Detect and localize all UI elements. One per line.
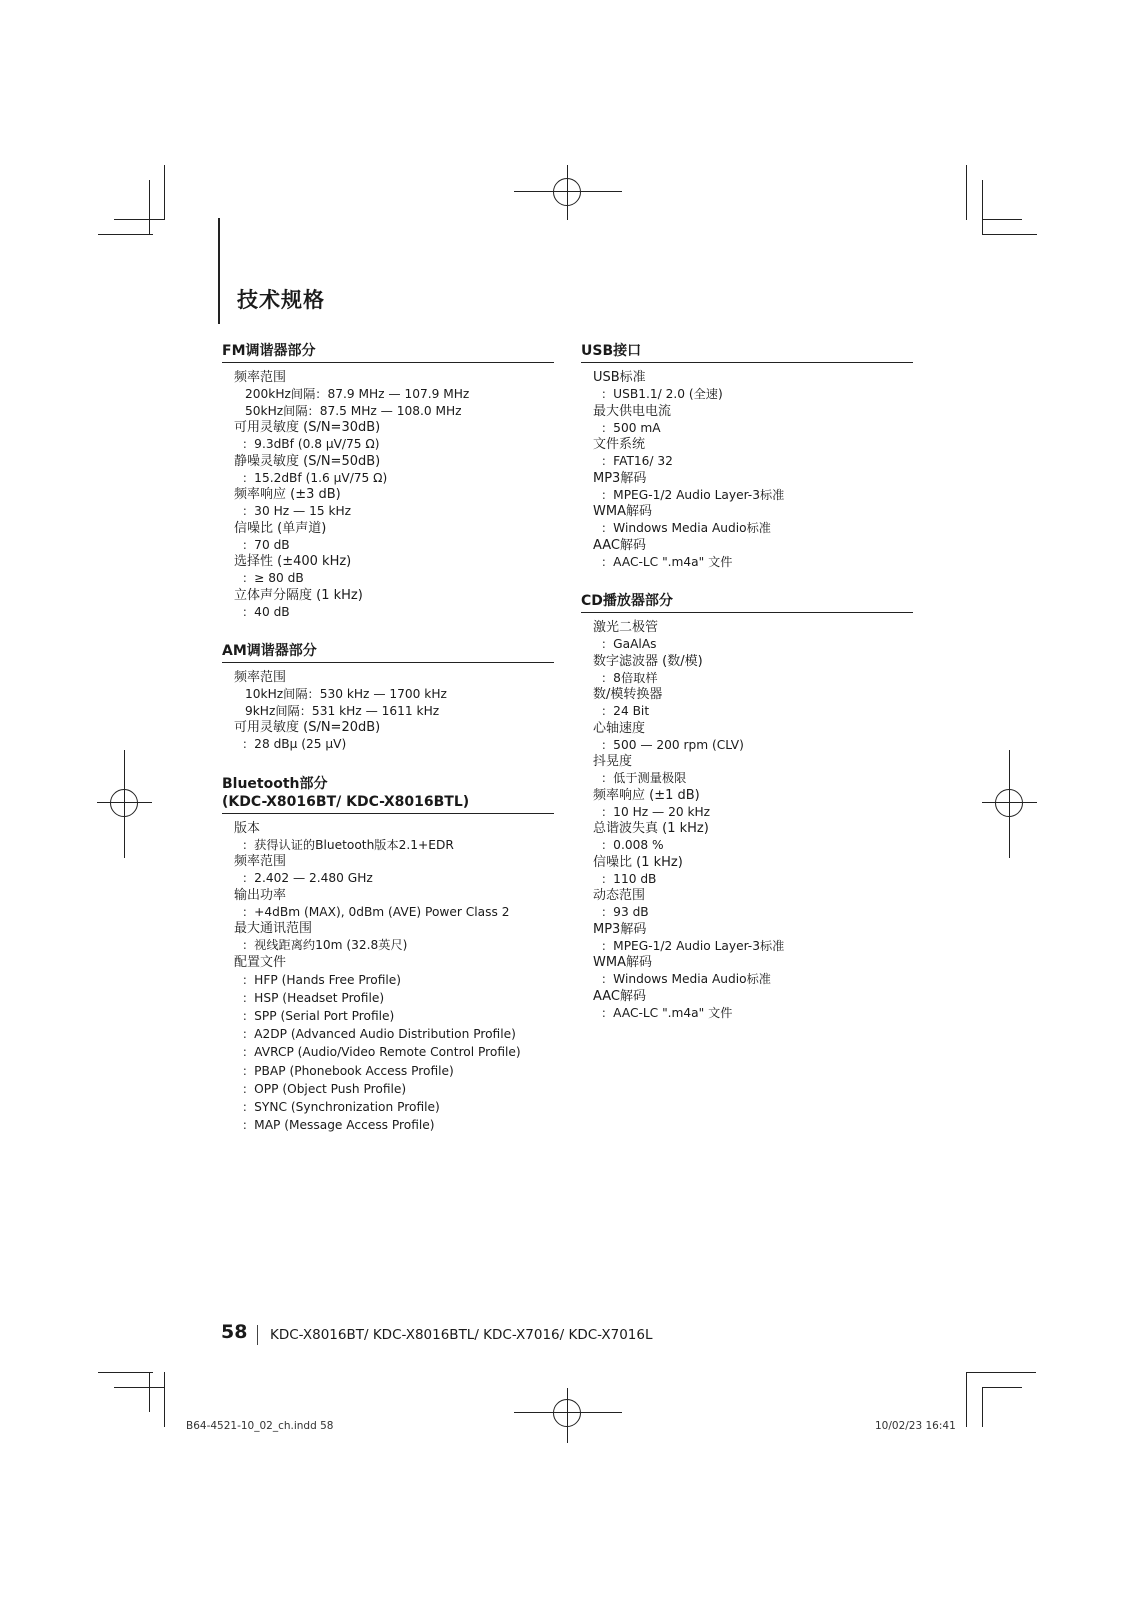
spec-value: ：AAC-LC ".m4a" 文件 [601,1005,733,1020]
spec-item [222,520,554,554]
spec-value: ：AAC-LC ".m4a" 文件 [601,554,733,569]
spec-value: ：FAT16/ 32 [601,454,673,468]
spec-value: 10kHz间隔：530 kHz — 1700 kHz [245,687,447,701]
spec-label: 动态范围 [593,888,646,903]
spec-section [222,642,554,753]
spec-section [222,775,554,1135]
section-heading [222,642,554,663]
spec-value: ：Windows Media Audio标准 [601,521,771,535]
spec-label: 最大通讯范围 [234,921,313,936]
spec-item [581,820,913,854]
left-column [222,342,554,1156]
section-heading-line: CD播放器部分 [581,593,673,609]
spec-item [222,820,554,854]
spec-label: 选择性 (±400 kHz) [234,554,352,569]
spec-label: 信噪比 (1 kHz) [593,854,683,870]
section-heading-line: AM调谐器部分 [222,643,317,659]
spec-item [581,720,913,754]
spec-value: ：28 dBμ (25 μV) [242,737,347,751]
title-accent-bar [218,218,220,324]
spec-section [222,342,554,620]
spec-value: ：≥ 80 dB [242,571,304,585]
spec-value: ：A2DP (Advanced Audio Distribution Profile) [242,1027,516,1042]
spec-value: ：PBAP (Phonebook Access Profile) [242,1063,454,1078]
spec-value: ：93 dB [601,905,649,919]
spec-label: 数/模转换器 [593,687,663,702]
page-title: 技术规格 [237,288,325,312]
spec-item [581,503,913,537]
spec-value: ：+4dBm (MAX), 0dBm (AVE) Power Class 2 [242,904,510,919]
spec-item [581,988,913,1022]
spec-item [222,486,554,520]
spec-item [581,787,913,821]
spec-section [581,592,913,1021]
spec-item [222,887,554,921]
right-column [581,342,913,1043]
spec-label: 总谐波失真 (1 kHz) [593,821,709,836]
section-heading [222,775,554,814]
spec-item [222,719,554,753]
spec-value: ：MPEG-1/2 Audio Layer-3标准 [601,938,785,953]
spec-value: ：SYNC (Synchronization Profile) [242,1099,440,1114]
spec-value: 9kHz间隔：531 kHz — 1611 kHz [245,703,440,718]
spec-label: 心轴速度 [593,720,646,736]
spec-section [581,342,913,570]
spec-label: 频率响应 (±1 dB) [593,787,700,803]
footer-separator [257,1325,258,1345]
spec-value: ：40 dB [242,604,290,619]
page-number: 58 [221,1321,248,1343]
spec-label: WMA解码 [593,504,652,519]
spec-label: 可用灵敏度 (S/N=20dB) [234,720,381,735]
spec-value: ：110 dB [601,871,657,886]
spec-label: 立体声分隔度 (1 kHz) [234,587,363,603]
spec-item [222,453,554,487]
spec-value: ：OPP (Object Push Profile) [242,1081,407,1096]
section-heading-line: FM调谐器部分 [222,343,316,359]
spec-value: ：24 Bit [601,704,650,718]
spec-item [222,853,554,887]
section-heading-line: USB接口 [581,343,642,359]
spec-item [222,587,554,621]
spec-value: ：15.2dBf (1.6 μV/75 Ω) [242,470,388,485]
section-heading [581,342,913,363]
spec-label: AAC解码 [593,537,646,553]
spec-item [581,753,913,787]
spec-item [222,954,554,1135]
spec-item [222,920,554,954]
spec-item [581,686,913,720]
spec-value: ：70 dB [242,537,290,552]
spec-label: 频率范围 [234,854,287,869]
spec-value: ：2.402 — 2.480 GHz [242,871,373,885]
spec-item [222,419,554,453]
spec-label: 文件系统 [593,437,646,452]
spec-label: AAC解码 [593,988,646,1004]
spec-item [222,369,554,419]
spec-label: 静噪灵敏度 (S/N=50dB) [234,453,381,469]
spec-value: ：AVRCP (Audio/Video Remote Control Profile) [242,1045,521,1060]
spec-item [581,369,913,403]
spec-label: 可用灵敏度 (S/N=30dB) [234,420,381,435]
spec-item [581,653,913,687]
spec-label: MP3解码 [593,470,647,486]
spec-value: ：500 mA [601,420,661,435]
footer-models: KDC-X8016BT/ KDC-X8016BTL/ KDC-X7016/ KDC-X7016L [270,1327,653,1343]
spec-value: ：10 Hz — 20 kHz [601,804,711,819]
spec-value: ：MAP (Message Access Profile) [242,1118,435,1133]
spec-value: ：低于测量极限 [601,771,687,785]
spec-item [581,921,913,955]
spec-label: 抖晃度 [593,754,633,769]
spec-value: 200kHz间隔：87.9 MHz — 107.9 MHz [245,387,470,401]
section-heading [222,342,554,363]
spec-label: WMA解码 [593,955,652,970]
spec-label: 频率范围 [234,670,287,685]
spec-item [581,854,913,888]
spec-value: ：Windows Media Audio标准 [601,972,771,986]
spec-item [581,537,913,571]
spec-label: 最大供电电流 [593,403,672,419]
spec-label: 数字滤波器 (数/模) [593,653,703,669]
spec-value: ：USB1.1/ 2.0 (全速) [601,387,723,401]
section-heading-line: (KDC-X8016BT/ KDC-X8016BTL) [222,793,470,810]
spec-value: ：HFP (Hands Free Profile) [242,972,402,987]
spec-label: 配置文件 [234,954,287,970]
spec-value: ：HSP (Headset Profile) [242,990,385,1005]
spec-item [222,669,554,719]
spec-value: ：500 — 200 rpm (CLV) [601,737,744,752]
spec-item [581,619,913,653]
spec-label: 信噪比 (单声道) [234,520,327,536]
spec-label: USB标准 [593,370,646,385]
spec-item [581,470,913,504]
spec-item [222,553,554,587]
spec-label: 频率响应 (±3 dB) [234,487,341,502]
spec-value: ：30 Hz — 15 kHz [242,504,352,518]
spec-value: ：GaAlAs [601,637,657,651]
spec-label: 版本 [234,820,261,836]
spec-item [581,954,913,988]
spec-label: MP3解码 [593,921,647,937]
spec-value: ：8倍取样 [601,670,658,685]
section-heading-line: Bluetooth部分 [222,775,328,792]
spec-value: 50kHz间隔：87.5 MHz — 108.0 MHz [245,403,462,418]
spec-label: 激光二极管 [593,620,659,635]
spec-item [581,887,913,921]
spec-item [581,436,913,470]
spec-label: 输出功率 [234,887,287,903]
spec-value: ：SPP (Serial Port Profile) [242,1008,395,1023]
date-slug: 10/02/23 16:41 [875,1420,956,1432]
spec-item [581,403,913,437]
spec-value: ：获得认证的Bluetooth版本2.1+EDR [242,837,454,852]
spec-value: ：MPEG-1/2 Audio Layer-3标准 [601,487,785,502]
spec-label: 频率范围 [234,370,287,385]
spec-value: ：0.008 % [601,838,664,852]
spec-value: ：9.3dBf (0.8 μV/75 Ω) [242,437,380,451]
section-heading [581,592,913,613]
file-slug: B64-4521-10_02_ch.indd 58 [186,1420,334,1432]
spec-value: ：视线距离约10m (32.8英尺) [242,938,408,952]
